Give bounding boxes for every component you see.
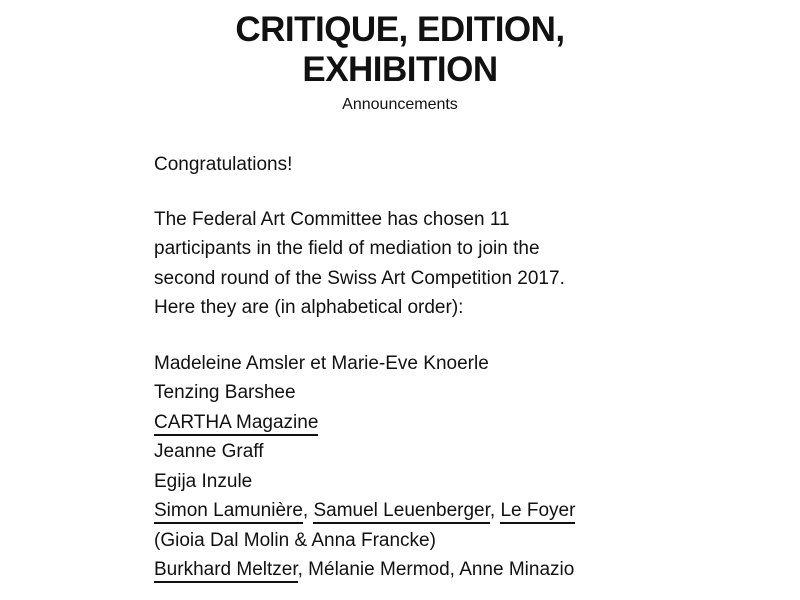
section-subtitle: Announcements — [342, 96, 458, 113]
participant-item: Madeleine Amsler et Marie-Eve Knoerle — [154, 352, 489, 374]
greeting-text: Congratulations! — [154, 154, 293, 175]
participant-item: Jeanne Graff — [154, 441, 264, 462]
participant-link-meltzer[interactable]: Burkhard Meltzer — [154, 559, 298, 583]
participant-item — [154, 496, 774, 526]
article-body — [154, 150, 774, 585]
participant-item — [154, 408, 774, 438]
participant-item: Egija Inzule — [154, 470, 253, 492]
participant-link-leuenberger[interactable]: Samuel Leuenberger — [313, 500, 489, 524]
participant-link-lamuniere[interactable]: Simon Lamunière — [154, 500, 303, 524]
intro-line: participants in the field of mediation to join the — [154, 238, 540, 259]
participant-link-cartha[interactable]: CARTHA Magazine — [154, 412, 318, 436]
list-separator: , — [489, 500, 501, 521]
participant-names-rest: , Mélanie Mermod, Anne Minazio — [297, 559, 575, 580]
page-title — [0, 10, 800, 90]
participant-link-le-foyer[interactable]: Le Foyer — [500, 500, 575, 524]
participant-item: Tenzing Barshee — [154, 382, 296, 403]
page-title-line-1: CRITIQUE, EDITION, — [235, 10, 565, 49]
participants-list — [154, 349, 774, 585]
intro-line: second round of the Swiss Art Competition 2017. — [154, 267, 565, 289]
list-separator: , — [302, 500, 314, 521]
participant-item — [154, 555, 774, 585]
intro-line: Here they are (in alphabetical order): — [154, 297, 464, 318]
participant-item-detail: (Gioia Dal Molin & Anna Francke) — [154, 529, 436, 551]
page-title-line-2: EXHIBITION — [302, 50, 498, 89]
intro-paragraph — [154, 205, 774, 323]
intro-line: The Federal Art Committee has chosen 11 — [154, 208, 510, 230]
